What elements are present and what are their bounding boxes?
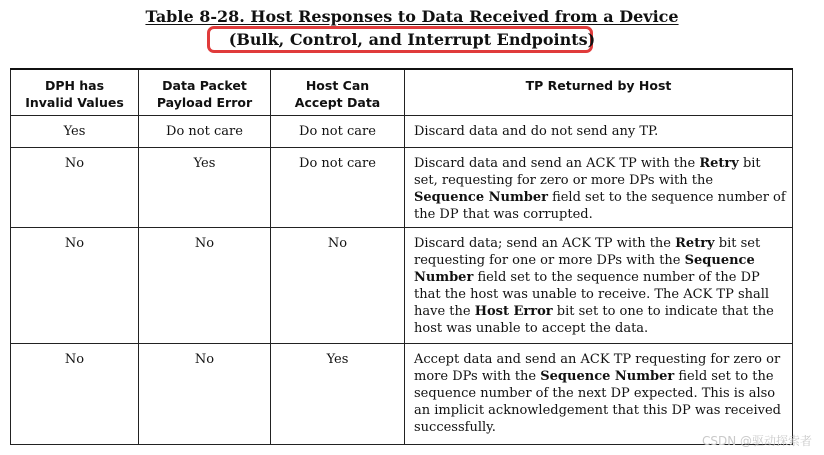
- cell-dph: No: [11, 344, 139, 445]
- cell-payload: Yes: [139, 148, 271, 228]
- cell-payload: No: [139, 228, 271, 344]
- table-row: [11, 148, 793, 228]
- cell-accept: Yes: [271, 344, 405, 445]
- table-subtitle: (Bulk, Control, and Interrupt Endpoints): [228, 30, 596, 49]
- host-responses-table: [10, 68, 793, 445]
- header-payload-error: Data Packet Payload Error: [139, 69, 271, 116]
- watermark: CSDN @驱动探索者: [701, 434, 812, 448]
- cell-accept: No: [271, 228, 405, 344]
- cell-dph: Yes: [11, 116, 139, 148]
- table-title: Table 8-28. Host Responses to Data Received from a Device: [145, 7, 679, 26]
- table-row: [11, 228, 793, 344]
- header-dph-invalid: DPH has Invalid Values: [11, 69, 139, 116]
- cell-tp: Discard data; send an ACK TP with the Retry bit set requesting for one or more DPs with the Sequence Number field set to the sequence number of the DP that the host was unable to receive. The ACK TP shall have the Host Error bit set to one to indicate that the host was unable to accept the data.: [405, 228, 793, 344]
- cell-payload: No: [139, 344, 271, 445]
- table-row: [11, 344, 793, 445]
- table-header-row: [11, 69, 793, 116]
- header-tp-returned: TP Returned by Host: [405, 69, 793, 116]
- cell-dph: No: [11, 228, 139, 344]
- table-row: [11, 116, 793, 148]
- cell-payload: Do not care: [139, 116, 271, 148]
- cell-accept: Do not care: [271, 148, 405, 228]
- cell-tp: Discard data and do not send any TP.: [405, 116, 793, 148]
- cell-tp: Discard data and send an ACK TP with the Retry bit set, requesting for zero or more DPs with the Sequence Number field set to the sequence number of the DP that was corrupted.: [405, 148, 793, 228]
- header-host-can-accept: Host Can Accept Data: [271, 69, 405, 116]
- cell-dph: No: [11, 148, 139, 228]
- cell-tp: Accept data and send an ACK TP requesting for zero or more DPs with the Sequence Number field set to the sequence number of the next DP expected. This is also an implicit acknowledgement that this DP was received successfully.: [405, 344, 793, 445]
- cell-accept: Do not care: [271, 116, 405, 148]
